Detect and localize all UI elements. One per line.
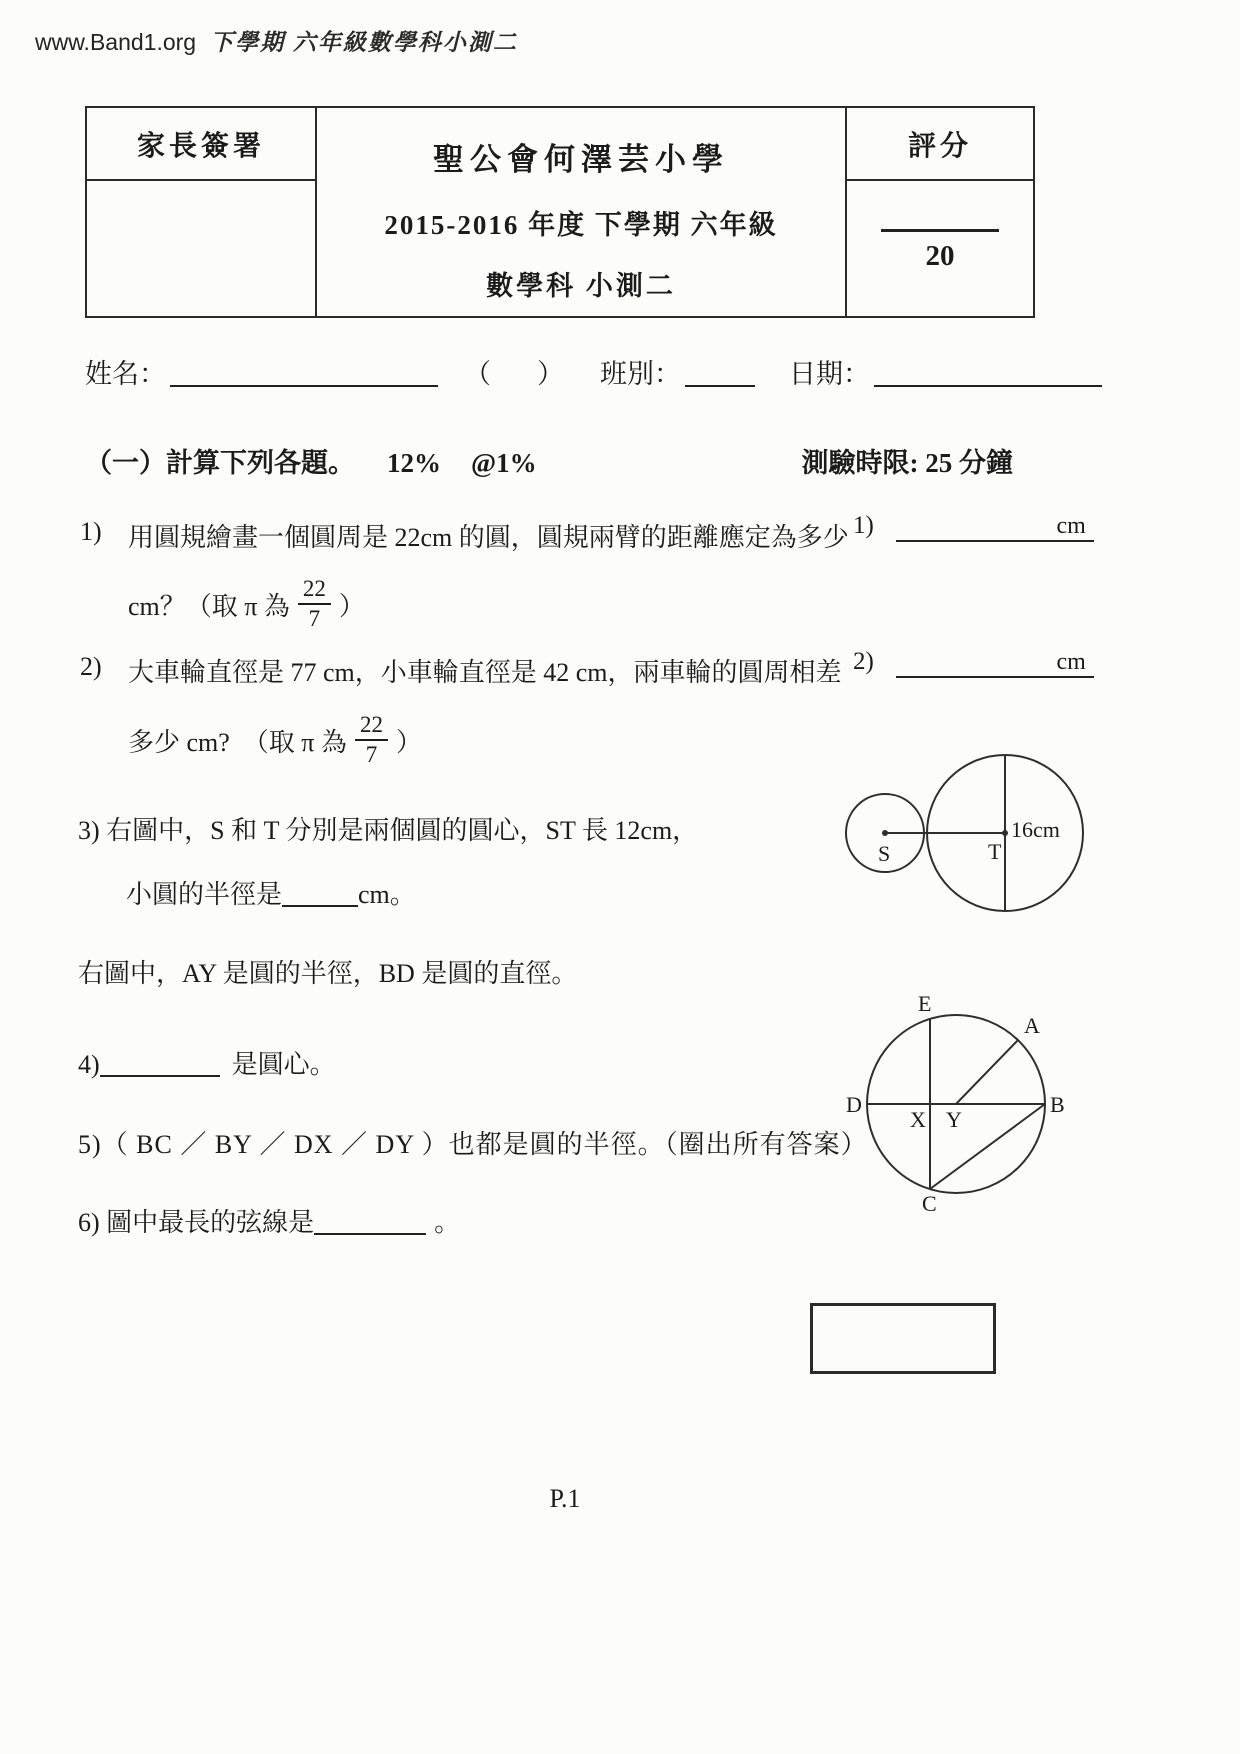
question-4-text: 是圓心。	[231, 1050, 336, 1079]
fraction-denominator: 7	[365, 742, 378, 768]
parent-signature-cell	[87, 108, 317, 316]
label-c: C	[922, 1191, 937, 1216]
answer-2-row	[853, 648, 1094, 678]
tangent-circles-diagram	[830, 745, 1100, 930]
question-2-line-1	[80, 652, 870, 689]
year-term-line: 2015-2016 年度 下學期 六年級	[384, 210, 778, 240]
question-3-line-2	[126, 874, 416, 911]
question-3-text-3: cm。	[358, 880, 416, 909]
watermark-subtitle: 下學期 六年級數學科小測二	[210, 30, 518, 55]
label-y: Y	[946, 1107, 962, 1132]
question-1-text: 用圓規繪畫一個圓周是 22cm 的圓，圓規兩臂的距離應定為多少	[128, 523, 849, 552]
section-each-mark: @1%	[471, 448, 537, 478]
student-info-line	[85, 352, 1045, 391]
score-total: 20	[925, 240, 955, 272]
test-title: 數學科 小測二	[486, 271, 676, 301]
question-3-text-2: 小圓的半徑是	[126, 880, 283, 909]
center-s-dot	[882, 830, 888, 836]
question-3-blank	[282, 878, 358, 907]
question-4-number: 4)	[78, 1050, 100, 1079]
question-1-line-2	[128, 576, 365, 633]
fraction-numerator: 22	[355, 712, 388, 741]
parent-signature-label-cell	[87, 108, 315, 181]
question-6-text-2: 。	[434, 1208, 461, 1237]
time-limit: 測驗時限: 25 分鐘	[801, 448, 1013, 478]
watermark	[35, 24, 518, 57]
label-x: X	[910, 1107, 926, 1132]
section-weight: 12%	[387, 448, 441, 478]
question-6	[78, 1202, 460, 1239]
label-t: T	[988, 839, 1002, 864]
watermark-site: www.Band1.org	[35, 29, 197, 55]
score-label: 評分	[907, 130, 972, 162]
parent-signature-label: 家長簽署	[136, 130, 265, 162]
fraction-22-7	[298, 576, 331, 633]
score-label-cell	[847, 108, 1033, 181]
question-4-blank	[100, 1048, 220, 1077]
fraction-22-7	[355, 712, 388, 769]
question-1-text-2: cm？（取 π 為	[128, 591, 290, 621]
center-t-dot	[1002, 830, 1008, 836]
name-label: 姓名：	[85, 359, 166, 389]
parent-signature-space	[87, 181, 315, 316]
school-info-cell	[317, 108, 845, 316]
label-s: S	[878, 841, 891, 866]
question-1-text-3: ）	[338, 591, 365, 621]
answer-2-number: 2)	[853, 648, 874, 675]
answer-1-number: 1)	[853, 512, 874, 539]
section-header	[85, 441, 1013, 480]
question-2-number: 2)	[80, 652, 102, 681]
question-3-line-1: 3) 右圖中，S 和 T 分別是兩個圓的圓心，ST 長 12cm，	[78, 816, 699, 845]
fraction-numerator: 22	[298, 576, 331, 605]
question-2-line-2	[128, 712, 422, 769]
answer-1-row	[853, 512, 1094, 542]
answer-2-blank: cm	[896, 649, 1094, 678]
answer-box	[810, 1303, 996, 1374]
circle-intro-text: 右圖中，AY 是圓的半徑，BD 是圓的直徑。	[78, 959, 578, 988]
date-label: 日期：	[789, 359, 870, 389]
question-4	[78, 1044, 336, 1081]
school-name: 聖公會何澤芸小學	[433, 142, 729, 177]
label-b: B	[1050, 1092, 1065, 1117]
question-2-text-2: 多少 cm? （取 π 為	[128, 727, 347, 757]
name-blank	[170, 357, 438, 387]
label-d: D	[846, 1092, 862, 1117]
label-e: E	[918, 991, 932, 1016]
question-6-text: 6) 圖中最長的弦線是	[78, 1208, 315, 1237]
score-entry-area	[847, 181, 1033, 316]
class-blank	[685, 357, 755, 387]
date-blank	[874, 357, 1102, 387]
question-1-line-1	[80, 517, 870, 554]
label-16cm: 16cm	[1011, 817, 1060, 842]
answer-1-blank: cm	[896, 513, 1094, 542]
paren-open: （	[464, 359, 491, 389]
question-6-blank	[314, 1206, 426, 1235]
radius-ya	[956, 1040, 1018, 1104]
score-blank-line	[881, 229, 999, 232]
question-2-text-3: ）	[395, 727, 422, 757]
fraction-denominator: 7	[308, 606, 321, 632]
question-1-number: 1)	[80, 517, 102, 546]
section-title: （一）計算下列各題。	[85, 448, 355, 478]
score-cell	[845, 108, 1033, 316]
class-label: 班別：	[600, 359, 681, 389]
question-2-text: 大車輪直徑是 77 cm，小車輪直徑是 42 cm，兩車輪的圓周相差	[128, 658, 842, 687]
section-left	[85, 441, 537, 480]
header-table	[85, 106, 1035, 318]
label-a: A	[1024, 1013, 1040, 1038]
labelled-circle-diagram	[828, 985, 1098, 1230]
question-5: 5)（ BC ／ BY ／ DX ／ DY ）也都是圓的半徑。（圈出所有答案）	[78, 1130, 868, 1159]
paren-close: ）	[537, 359, 564, 389]
page-number: P.1	[549, 1484, 581, 1513]
